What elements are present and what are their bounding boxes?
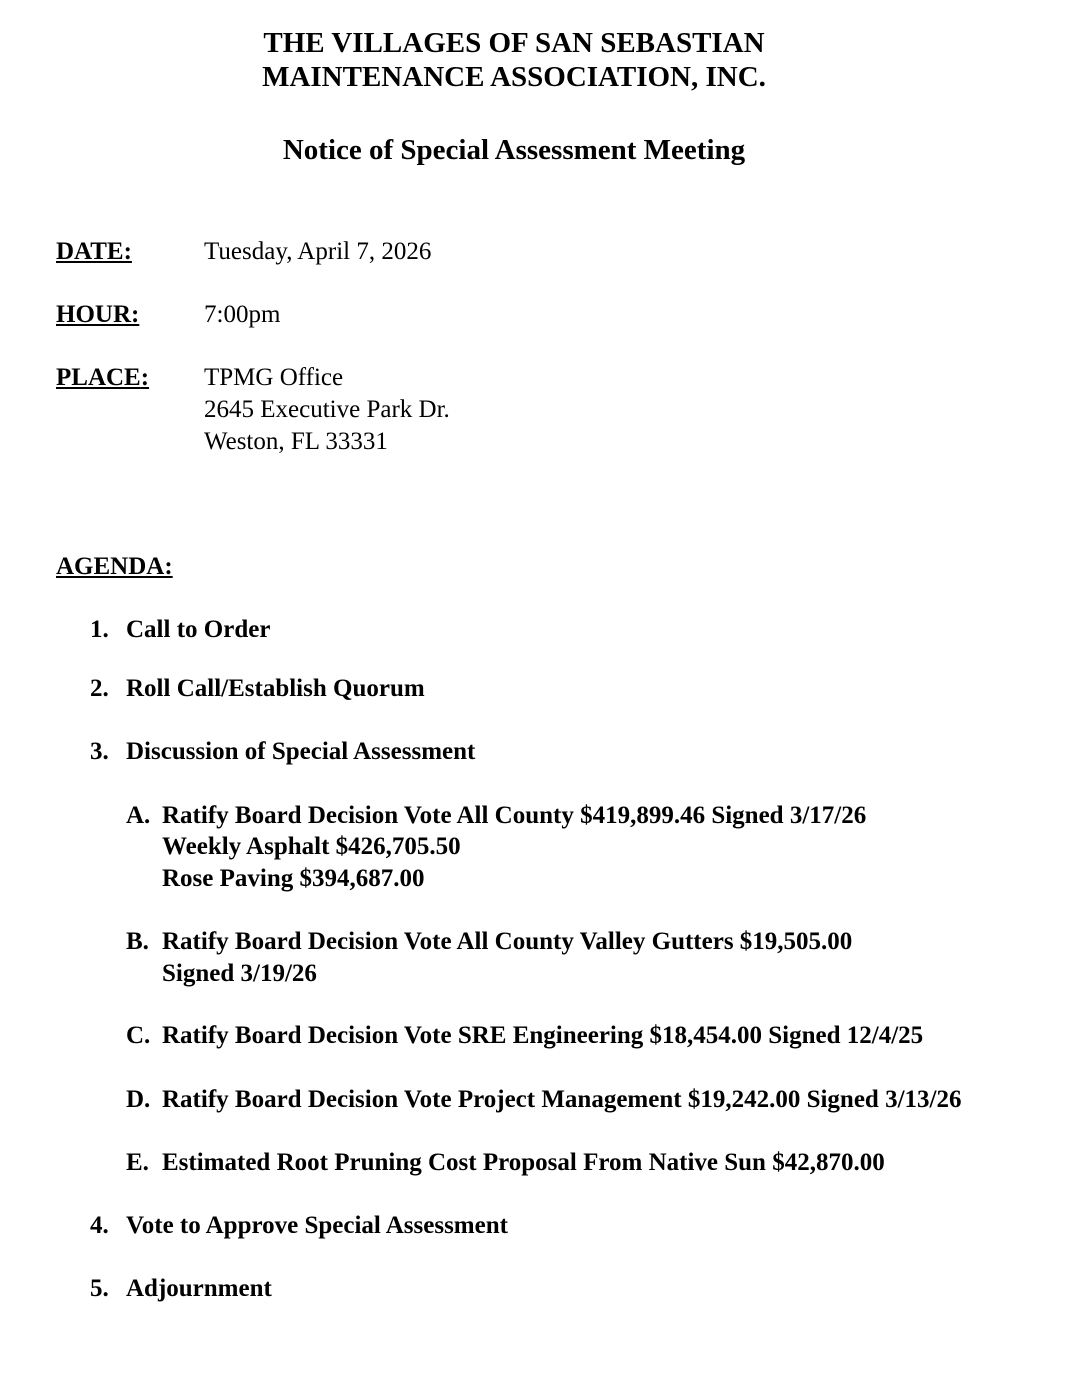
agenda-item-vote: Vote to Approve Special Assessment <box>126 1212 508 1239</box>
subitem-d-line-1: Ratify Board Decision Vote Project Management $19,242.00 Signed 3/13/26 <box>162 1086 962 1113</box>
subitem-b-line-2: Signed 3/19/26 <box>162 960 317 987</box>
agenda-label: AGENDA: <box>56 553 173 580</box>
place-label <box>56 362 149 394</box>
subitem-letter: D. <box>126 1086 151 1113</box>
agenda-item-discussion: Discussion of Special Assessment <box>126 738 476 765</box>
agenda-item-number: 3. <box>90 738 109 765</box>
subitem-letter: C. <box>126 1022 151 1049</box>
place-label-text: PLACE <box>56 364 141 391</box>
subitem-letter: E. <box>126 1149 149 1176</box>
subitem-b-line-1: Ratify Board Decision Vote All County Valley Gutters $19,505.00 <box>162 928 853 955</box>
place-label-colon: : <box>140 364 150 391</box>
notice-title: Notice of Special Assessment Meeting <box>282 134 746 166</box>
subitem-e-line-1: Estimated Root Pruning Cost Proposal From Native Sun $42,870.00 <box>162 1149 885 1176</box>
subitem-a-line-3: Rose Paving $394,687.00 <box>162 865 425 892</box>
hour-value: 7:00pm <box>204 301 281 328</box>
agenda-item-number: 1. <box>90 616 109 643</box>
organization-name-line-2: MAINTENANCE ASSOCIATION, INC. <box>262 61 766 93</box>
place-line-1: TPMG Office <box>204 364 344 391</box>
subitem-letter: B. <box>126 928 149 955</box>
place-line-3: Weston, FL 33331 <box>204 428 388 455</box>
subitem-c-line-1: Ratify Board Decision Vote SRE Engineering $18,454.00 Signed 12/4/25 <box>162 1022 924 1049</box>
hour-label: HOUR: <box>56 301 140 328</box>
organization-name-line-1: THE VILLAGES OF SAN SEBASTIAN <box>263 27 765 59</box>
agenda-item-roll-call: Roll Call/Establish Quorum <box>126 675 425 702</box>
agenda-item-number: 4. <box>90 1212 109 1239</box>
agenda-item-number: 2. <box>90 675 109 702</box>
agenda-item-number: 5. <box>90 1275 109 1302</box>
agenda-item-adjournment: Adjournment <box>126 1275 272 1302</box>
place-line-2: 2645 Executive Park Dr. <box>204 396 450 423</box>
date-value: Tuesday, April 7, 2026 <box>204 238 432 265</box>
subitem-a-line-1: Ratify Board Decision Vote All County $419,899.46 Signed 3/17/26 <box>162 802 867 829</box>
agenda-item-call-to-order: Call to Order <box>126 616 271 643</box>
date-label: DATE: <box>56 238 132 265</box>
subitem-letter: A. <box>126 802 151 829</box>
subitem-a-line-2: Weekly Asphalt $426,705.50 <box>162 833 461 860</box>
